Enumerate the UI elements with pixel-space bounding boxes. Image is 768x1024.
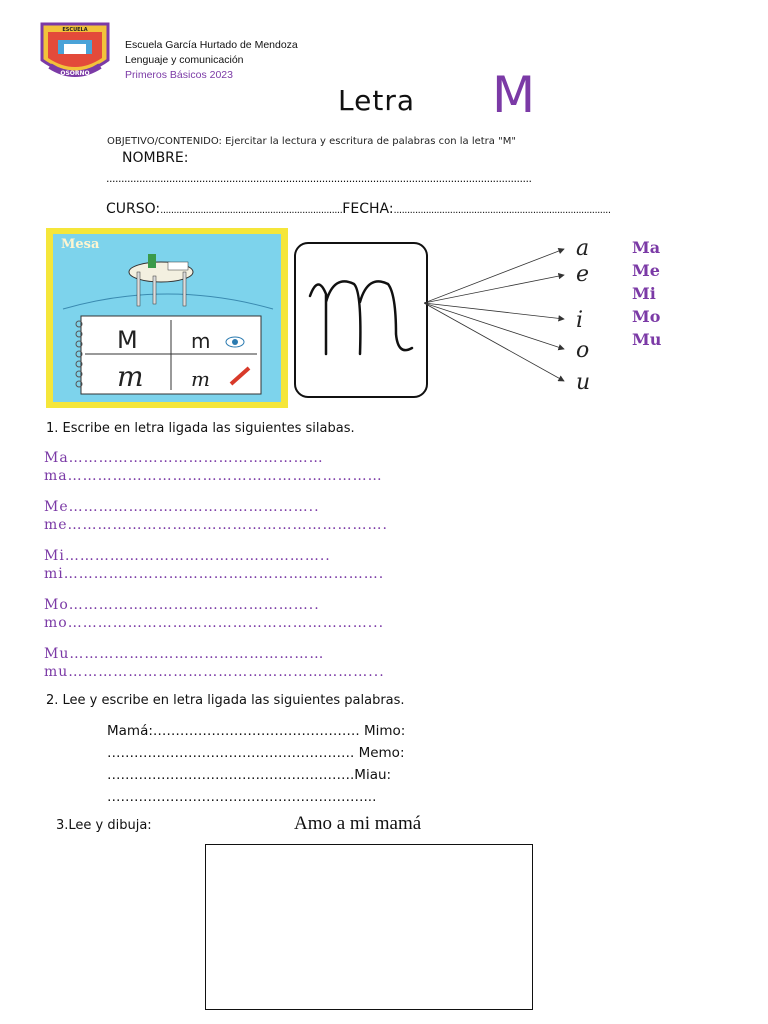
- writing-line-upper[interactable]: Mu……………………………………………: [44, 646, 325, 662]
- writing-pair: [44, 597, 388, 633]
- writing-line-upper[interactable]: Me…………………………………………..: [44, 499, 320, 515]
- vowel-o: o: [576, 338, 590, 363]
- vowel-a: a: [576, 236, 590, 261]
- writing-line-lower[interactable]: ma………………………………………………………: [44, 468, 383, 484]
- cursive-letter-card: [294, 242, 428, 398]
- table-illustration: [53, 234, 281, 402]
- writing-line-upper[interactable]: Mo…………………………………………..: [44, 597, 320, 613]
- reading-sentence: Amo a mi mamá: [294, 813, 422, 834]
- logo-text-bottom: OSORNO: [60, 70, 90, 77]
- syllable-writing-lines: [44, 450, 388, 695]
- syllable-mi: Mi: [632, 284, 656, 303]
- curso-label: CURSO:: [106, 201, 161, 217]
- writing-pair: [44, 548, 388, 584]
- mesa-picture: [46, 228, 288, 408]
- vowel-u: u: [576, 370, 591, 395]
- syllable-ma: Ma: [632, 238, 661, 257]
- word-writing-lines: [107, 720, 567, 808]
- syllable-mu: Mu: [632, 330, 662, 349]
- school-name: Escuela García Hurtado de Mendoza: [125, 39, 298, 51]
- writing-pair: [44, 646, 388, 682]
- picture-label: Mesa: [61, 237, 100, 252]
- nombre-line[interactable]: ..............................................................................................................................................: [106, 172, 532, 185]
- word-line[interactable]: ………………………………………………. Memo:: [107, 745, 405, 761]
- section2-heading: 2. Lee y escribe en letra ligada las siguientes palabras.: [46, 693, 405, 708]
- grade-year: Primeros Básicos 2023: [125, 69, 233, 81]
- vowel-e: e: [576, 262, 590, 287]
- writing-line-lower[interactable]: mi……………………………………………………….: [44, 566, 385, 582]
- writing-line-lower[interactable]: mo……………………………………………………...: [44, 615, 385, 631]
- print-lower-m: m: [191, 329, 211, 353]
- title-letter: M: [492, 66, 536, 124]
- writing-pair: [44, 499, 388, 535]
- school-logo: [38, 20, 112, 80]
- vowel-i: i: [576, 308, 584, 333]
- school-header: [125, 38, 298, 83]
- cursive-upper-m: m: [117, 360, 144, 393]
- fecha-line[interactable]: .................................................................................: [393, 205, 611, 216]
- subject: Lenguaje y comunicación: [125, 54, 244, 66]
- curso-line[interactable]: ....................................................................: [160, 205, 343, 216]
- syllable-arrows: [424, 235, 624, 395]
- word-line[interactable]: ……………………………………………….Miau:: [107, 767, 392, 783]
- writing-line-upper[interactable]: Ma……………………………………………: [44, 450, 324, 466]
- nombre-label: NOMBRE:: [122, 150, 189, 166]
- objective-text: OBJETIVO/CONTENIDO: Ejercitar la lectura y escritura de palabras con la letra "M": [107, 136, 516, 147]
- fecha-label: FECHA:: [342, 201, 394, 217]
- drawing-box[interactable]: [205, 844, 533, 1010]
- syllable-mo: Mo: [632, 307, 661, 326]
- word-line[interactable]: …………………………………………………...: [107, 789, 377, 805]
- curso-fecha-row: [106, 201, 611, 217]
- page-title: Letra: [338, 84, 415, 117]
- section3-heading: 3.Lee y dibuja:: [56, 818, 152, 833]
- writing-line-lower[interactable]: mu……………………………………………………...: [44, 664, 385, 680]
- logo-text-top: ESCUELA: [62, 27, 88, 33]
- writing-line-lower[interactable]: me……………………………………………………….: [44, 517, 389, 533]
- print-upper-m: M: [117, 326, 138, 354]
- writing-pair: [44, 450, 388, 486]
- writing-line-upper[interactable]: Mi……………………………………………..: [44, 548, 331, 564]
- syllable-list: [632, 236, 661, 351]
- section1-heading: 1. Escribe en letra ligada las siguientes silabas.: [46, 421, 355, 436]
- cursive-lower-m: m: [191, 367, 210, 391]
- word-line[interactable]: Mamá:………………………………………. Mimo:: [107, 723, 406, 739]
- cursive-m-glyph: [296, 244, 426, 396]
- syllable-me: Me: [632, 261, 660, 280]
